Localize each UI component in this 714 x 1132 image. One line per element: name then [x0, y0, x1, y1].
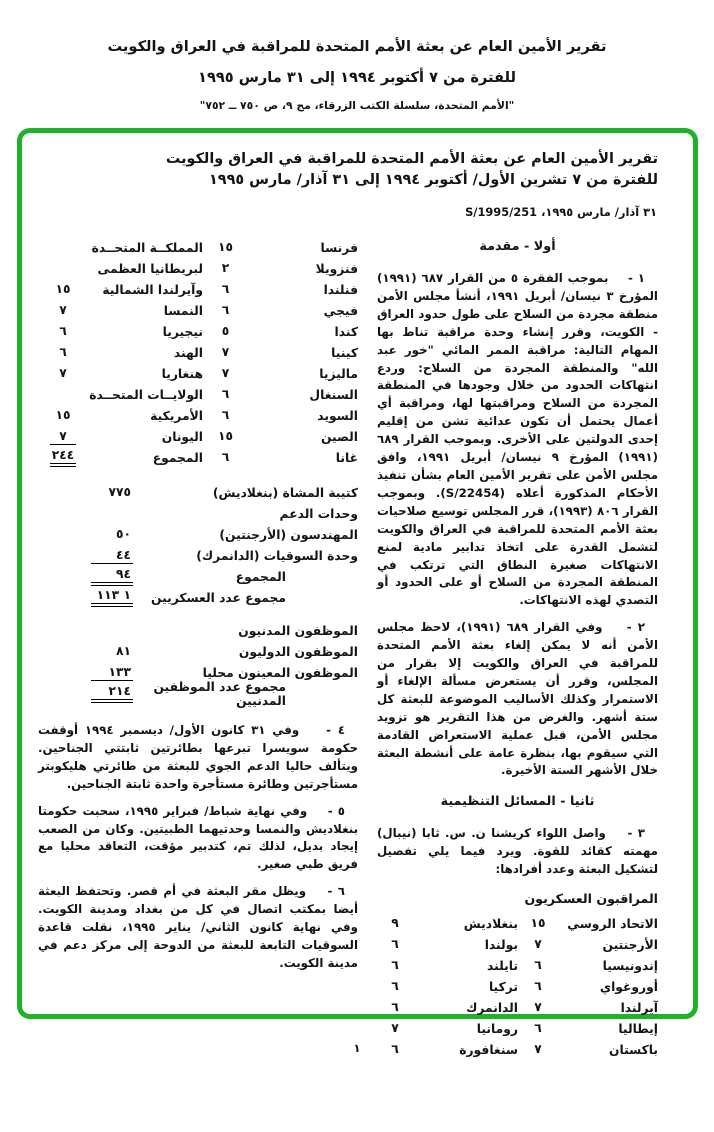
paragraph-3: ٣ - واصل اللواء كريشنا ن. س. ثابا (نيبال) مهمته كقائد للقوة. ويرد فيما يلي تفصيل لتشكيل البعثة وعدد أفرادها: [377, 826, 658, 877]
country-name: السويد [317, 408, 358, 423]
observer-count-cell [203, 429, 248, 444]
observer-count: ٦ [391, 1042, 399, 1057]
country-name: أوروغواي [599, 979, 658, 994]
civilian-staff-row [38, 679, 358, 708]
observer-count: ٦ [391, 937, 399, 952]
observer-count: ٦ [221, 408, 230, 422]
paragraph-1: ١ - بموجب الفقرة ٥ من القرار ٦٨٧ (١٩٩١) المؤرخ ٣ نيسان/ أبريل ١٩٩١، أنشأ مجلس الأمن منطقة مجردة من السلاح على طول حدود العراق - الكويت، وقرر إنشاء وحدة مراقبة تناط بها المهام التالية: مراقبة الممر المائي "خور عبد الله" والمنطقة المجردة من السلاح: وردع انتهاكات الحدود من خلال وجودها في المنطقة المجردة من السلاح ومراقبتها لها، ومراقبة أي أعمال يحتمل أن تكون عدائية تشن من إقليم إحدى الدولتين على الأخرى. وبموجب القرار ٦٨٩ (١٩٩١) المؤرخ ٩ نيسان/ أبريل ١٩٩١، وافق مجلس الأمن على تقرير الأمين العام بشأن تنفيذ الأحكام المذكورة أعلاه (S/22454). وبموجب القرار ٨٠٦ (١٩٩٣)، قرر المجلس توسيع صلاحيات بعثة الأمم المتحدة للمراقبة في العراق والكويت لتشمل القدرة على اتخاذ تدابير مادية لمنع الانتهاكات صغيرة النطاق التي ترتكب في المنطقة المجردة من السلاح أو على الحدود أو التصدي لهذه الانتهاكات. [377, 271, 658, 608]
observer-count: ٢ [221, 261, 230, 275]
observer-count-cell [377, 979, 413, 994]
support-unit-row [38, 524, 358, 545]
civilian-staff-label: الموظفون المعينون محليا [202, 665, 358, 680]
observer-count-cell [203, 366, 248, 381]
observer-row [377, 913, 658, 934]
observer-row [38, 363, 358, 384]
observer-row [38, 279, 358, 300]
country-name: لبريطانيا العظمى [97, 261, 203, 276]
country-name: اليونان [161, 429, 203, 444]
observer-row [377, 976, 658, 997]
civilian-staff-row [38, 620, 358, 641]
country-name: تركيا [488, 979, 518, 994]
observer-count: ٧ [391, 1021, 399, 1036]
support-unit-count: ٧٧٥ [108, 485, 131, 499]
support-unit-row [38, 503, 358, 524]
observer-row [38, 300, 358, 321]
document-title [95, 149, 658, 191]
observer-count-cell [518, 979, 558, 994]
observer-count-cell [377, 1021, 413, 1036]
country-name: النمسا [163, 303, 203, 318]
right-column [377, 233, 658, 1060]
document-symbol: S/1995/251 [465, 205, 538, 219]
country-name: الأرجنتين [602, 937, 658, 952]
country-name: باكستان [608, 1042, 658, 1057]
observer-row [38, 405, 358, 426]
paragraph-4: ٤ - وفي ٣١ كانون الأول/ ديسمبر ١٩٩٤ أوقفت حكومة سويسرا تبرعها بطائرتين ثابتتي الجناحين. ويتألف حاليا الدعم الجوي للبعثة من طائرتي هليكوبتر مستأجرتين وطائرة مستأجرة واحدة ثابتة الجناحين. [38, 723, 358, 791]
observer-count: ٦ [534, 1021, 542, 1036]
observer-row [38, 426, 358, 447]
observer-count: ٦ [59, 345, 67, 359]
observers-table-continued [38, 237, 358, 468]
observer-count: ٦ [391, 958, 399, 973]
section-two-heading: ثانيا - المسائل التنظيمية [440, 794, 595, 810]
observer-count-cell [38, 366, 88, 381]
observer-count: ٢٤٤ [50, 448, 77, 467]
document-reference [465, 205, 657, 219]
observer-count: ٦ [534, 958, 542, 973]
observer-count: ١٥ [217, 240, 233, 254]
document-date: ٣١ آذار/ مارس ١٩٩٥ [545, 205, 657, 219]
observer-row [38, 321, 358, 342]
civilian-staff-label: الموظفون الدوليون [238, 644, 358, 659]
support-unit-count-cell [38, 507, 133, 521]
observer-count: ٦ [221, 450, 230, 464]
observer-count-cell [38, 282, 88, 297]
observer-count: ٦ [391, 1000, 399, 1015]
country-name: ماليزيا [319, 366, 358, 381]
country-name: هنغاريا [161, 366, 203, 381]
observer-count-cell [203, 408, 248, 423]
paragraph-6: ٦ - ويظل مقر البعثة في أم قصر. وتحتفظ البعثة أيضا بمكتب اتصال في كل من بغداد ومدينة الكويت. وفي نهاية كانون الثاني/ يناير ١٩٩٥، نقلت قاعدة السوقيات التابعة للبعثة من الدوحة إلى مركز دعم في مدينة الكويت. [38, 884, 358, 970]
observer-count-cell [203, 387, 248, 402]
country-name: فنلندا [323, 282, 358, 297]
document-title-line1: تقرير الأمين العام عن بعثة الأمم المتحدة للمراقبة في العراق والكويت [165, 151, 658, 167]
observer-count-cell [377, 916, 413, 931]
country-name: الأمريكية [150, 408, 203, 423]
country-name: كينيا [331, 345, 358, 360]
observer-count-cell [38, 303, 88, 318]
paragraph-2: ٢ - وفي القرار ٦٨٩ (١٩٩١)، لاحظ مجلس الأمن أنه لا يمكن إلغاء بعثة الأمم المتحدة للمراقبة في العراق والكويت إلا بقرار من المجلس، وقرر أن يستعرض مسألة الإلغاء أو الاستمرار وكذلك الأساليب الموضوعة للبعثة كل ستة أشهر. والغرض من هذا التقرير هو تزويد مجلس الأمن، قبل عملية الاستعراض القادمة التي سيقوم بها، بنظرة عامة على أنشطة البعثة خلال الأشهر الستة الأخيرة. [377, 620, 658, 778]
observer-row [377, 997, 658, 1018]
civilian-staff-count: ٢١٤ [91, 684, 133, 703]
observer-count: ٧ [221, 345, 230, 359]
country-name: غانا [335, 450, 358, 465]
observer-row [38, 384, 358, 405]
observer-count: ٦ [534, 979, 542, 994]
observer-count: ٧ [534, 937, 542, 952]
support-unit-count: ٤٤ [91, 548, 133, 564]
support-unit-count: ٩٤ [91, 567, 133, 586]
country-name: فرنسا [320, 240, 358, 255]
civilian-staff-list [38, 620, 358, 708]
country-name: الاتحاد الروسي [567, 916, 658, 931]
observer-count-cell [377, 958, 413, 973]
observer-count [50, 251, 76, 252]
observer-count-cell [518, 1000, 558, 1015]
country-name: الهند [173, 345, 203, 360]
observer-count-cell [518, 937, 558, 952]
left-column [38, 237, 358, 982]
observer-count: ٧ [59, 366, 67, 380]
observer-row [377, 934, 658, 955]
observer-count-cell [203, 240, 248, 255]
observer-count-cell [518, 916, 558, 931]
observer-count-cell [38, 448, 88, 467]
country-name: إندونيسيا [602, 958, 658, 973]
observer-count-cell [38, 262, 88, 276]
observer-count-cell [38, 345, 88, 360]
support-unit-label: وحدة السوقيات (الدانمرك) [196, 548, 358, 563]
header-title-line2: للفترة من ٧ أكتوبر ١٩٩٤ إلى ٣١ مارس ١٩٩٥ [198, 69, 516, 86]
observer-count-cell [203, 450, 248, 465]
support-unit-label: كتيبة المشاة (بنغلاديش) [212, 485, 358, 500]
header-source-note: "الأمم المتحدة، سلسلة الكتب الزرقاء، مج ٩، ص ٧٥٠ ــ ٧٥٢" [199, 99, 515, 112]
country-name: وآيرلندا الشمالية [102, 282, 203, 297]
observer-count: ٧ [534, 1042, 542, 1057]
observer-row [38, 342, 358, 363]
observer-count: ٦ [221, 282, 230, 296]
support-unit-label: المهندسون (الأرجنتين) [219, 527, 358, 542]
observer-count: ٦ [221, 387, 230, 401]
country-name: الصين [320, 429, 358, 444]
support-unit-count-cell [38, 527, 133, 542]
support-unit-label: المجموع [235, 569, 286, 584]
observer-count: ٩ [391, 916, 399, 931]
country-name: إيطاليا [618, 1021, 658, 1036]
observer-count-cell [377, 1000, 413, 1015]
civilian-staff-row [38, 641, 358, 662]
observer-count: ٥ [221, 324, 230, 338]
support-unit-count-cell [38, 567, 133, 586]
civilian-staff-count-cell [38, 684, 133, 703]
observer-count-cell [518, 958, 558, 973]
observer-count: ٦ [59, 324, 67, 338]
observer-count-cell [203, 345, 248, 360]
observer-count: ١٥ [217, 429, 233, 443]
country-name: المملكــة المتحــدة [91, 240, 203, 255]
paragraph-5: ٥ - وفي نهاية شباط/ فبراير ١٩٩٥، سحبت حكومتا بنغلاديش والنمسا وحدتيهما الطبيتين. وكان من الصعب إيجاد بديل، لذلك تم، كتدبير مؤقت، التعاقد محليا مع فريق طبي صغير. [38, 803, 358, 872]
military-observers-heading: المراقبون العسكريون [524, 891, 658, 907]
observer-count: ١٥ [530, 916, 546, 931]
country-name: الدانمرك [466, 1000, 518, 1015]
support-unit-row [38, 482, 358, 503]
observer-count-cell [203, 261, 248, 276]
page-header [0, 38, 714, 112]
support-unit-count: ١ ١١٣ [91, 588, 133, 607]
country-name: الولايــات المتحــدة [89, 387, 203, 402]
observer-count-cell [38, 241, 88, 255]
left-column-paragraphs [38, 722, 358, 973]
observer-count: ٧ [534, 1000, 542, 1015]
support-unit-row [38, 545, 358, 566]
observer-count-cell [203, 282, 248, 297]
observer-count-cell [38, 408, 88, 423]
support-unit-count-cell [38, 485, 133, 500]
document-title-line2: للفترة من ٧ تشرين الأول/ أكتوبر ١٩٩٤ إلى ٣١ آذار/ مارس ١٩٩٥ [209, 172, 658, 188]
section-one-heading: أولا - مقدمة [479, 239, 556, 254]
country-name: نيجيريا [162, 324, 203, 339]
observer-count: ٧ [221, 366, 230, 380]
observer-count-cell [38, 324, 88, 339]
civilian-staff-count [91, 634, 133, 635]
country-name: بولندا [484, 937, 518, 952]
country-name: فنزويلا [315, 261, 358, 276]
country-name: بنغلاديش [463, 916, 518, 931]
country-name: السنغال [309, 387, 358, 402]
country-name: آيرلندا [620, 1000, 658, 1015]
observer-row [38, 237, 358, 258]
civilian-staff-count-cell [38, 624, 133, 638]
support-unit-row [38, 566, 358, 587]
country-name: كندا [334, 324, 358, 339]
observer-row [38, 258, 358, 279]
observer-count: ٧ [59, 303, 67, 317]
observer-row [38, 447, 358, 468]
observer-count: ١٥ [55, 282, 71, 296]
observer-count-cell [38, 429, 88, 445]
observer-count: ١٥ [55, 408, 71, 422]
support-units-list [38, 482, 358, 608]
observer-count-cell [38, 388, 88, 402]
observer-count-cell [518, 1021, 558, 1036]
civilian-staff-label: الموظفون المدنيون [238, 623, 358, 638]
support-unit-count-cell [38, 588, 133, 607]
country-name: المجموع [152, 450, 203, 465]
observer-count-cell [203, 324, 248, 339]
civilian-staff-count: ٨١ [115, 644, 131, 658]
observer-count [50, 272, 76, 273]
civilian-staff-label: مجموع عدد الموظفين المدنيين [153, 679, 286, 708]
observers-table [377, 913, 658, 1060]
observer-row [377, 1018, 658, 1039]
observer-count [50, 398, 76, 399]
support-unit-label: وحدات الدعم [279, 506, 358, 521]
observer-count: ٦ [221, 303, 230, 317]
civilian-staff-count: ١٣٣ [91, 665, 133, 681]
observer-row [377, 955, 658, 976]
reference-separator: ، [541, 205, 546, 219]
observer-count-cell [203, 303, 248, 318]
civilian-staff-count-cell [38, 665, 133, 681]
support-unit-row [38, 587, 358, 608]
support-unit-count-cell [38, 548, 133, 564]
page-number: ١ [353, 1041, 361, 1055]
support-unit-label: مجموع عدد العسكريين [151, 590, 286, 605]
observer-count: ٦ [391, 979, 399, 994]
country-name: تايلند [487, 958, 518, 973]
support-unit-count [91, 517, 133, 518]
country-name: سنغافورة [459, 1042, 518, 1057]
support-unit-count: ٥٠ [115, 527, 131, 541]
observer-count-cell [377, 937, 413, 952]
civilian-staff-count-cell [38, 644, 133, 659]
country-name: رومانيا [476, 1021, 518, 1036]
header-title-line1: تقرير الأمين العام عن بعثة الأمم المتحدة للمراقبة في العراق والكويت [107, 38, 607, 55]
observer-count: ٧ [50, 429, 76, 445]
country-name: فيجي [323, 303, 358, 318]
